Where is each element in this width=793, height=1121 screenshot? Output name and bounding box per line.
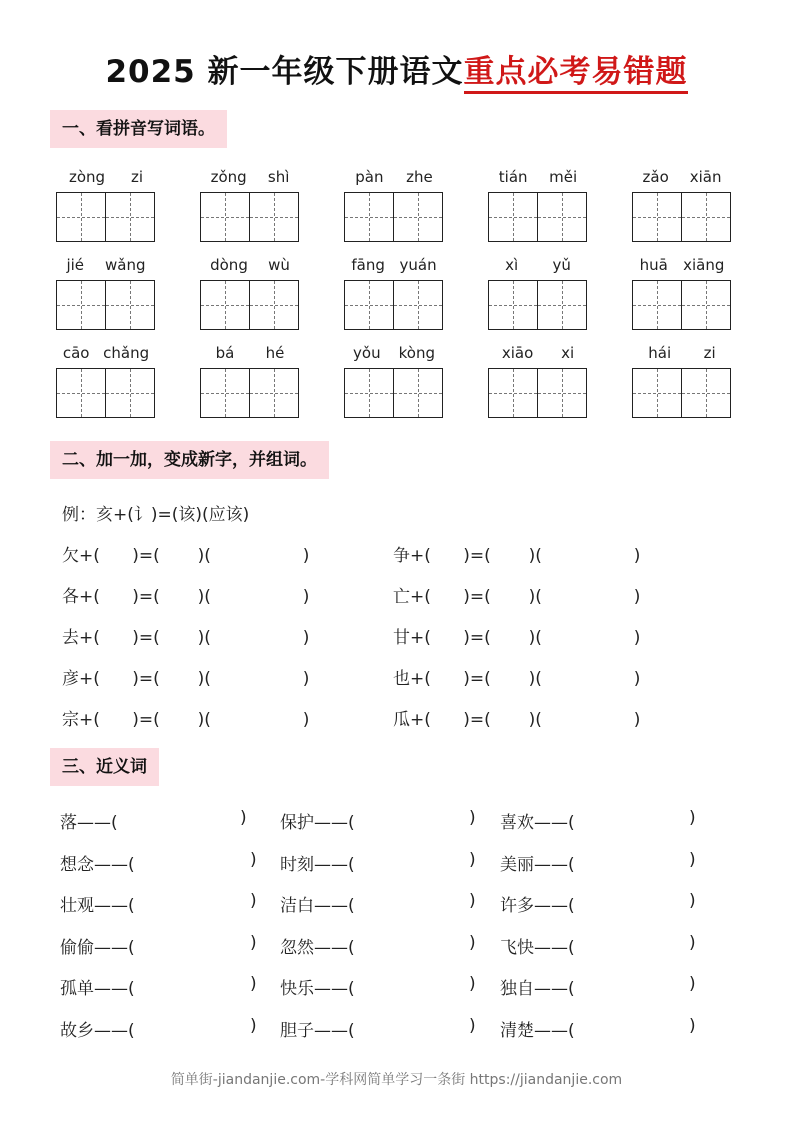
- pinyin-syllable: yǒu: [353, 344, 381, 362]
- add-exercise[interactable]: [393, 664, 640, 689]
- synonym-dash: ——(: [534, 937, 575, 958]
- writing-boxes: [488, 192, 588, 242]
- pinyin-syllable: pàn: [355, 168, 384, 186]
- synonym-word: 壮观: [60, 896, 94, 916]
- base-character: 去: [62, 628, 79, 648]
- synonym-word: 清楚: [500, 1020, 534, 1041]
- pinyin-label: [344, 256, 444, 280]
- synonym-item[interactable]: [500, 974, 575, 999]
- pinyin-cell: [344, 344, 444, 418]
- answer-blanks[interactable]: +( )=( )( ): [79, 710, 310, 730]
- tianzige-box[interactable]: [488, 192, 538, 242]
- example-line: 例：亥+(讠)=(该)(应该): [62, 505, 250, 525]
- add-exercise[interactable]: [393, 541, 640, 566]
- writing-boxes: [488, 368, 588, 418]
- tianzige-box[interactable]: [632, 192, 682, 242]
- synonym-row: [0, 1016, 793, 1058]
- writing-boxes: [344, 368, 444, 418]
- pinyin-syllable: bá: [215, 344, 235, 362]
- synonym-word: 洁白: [280, 896, 314, 916]
- synonym-close-paren: ): [469, 974, 476, 994]
- tianzige-box[interactable]: [538, 192, 587, 242]
- writing-boxes: [488, 280, 588, 330]
- pinyin-syllable: hái: [648, 344, 672, 362]
- synonym-word: 偷偷: [60, 937, 94, 958]
- add-exercise[interactable]: [62, 582, 309, 607]
- base-character: 宗: [62, 710, 79, 730]
- synonym-word: 喜欢: [500, 813, 534, 833]
- writing-boxes: [632, 368, 732, 418]
- pinyin-cell: [632, 168, 732, 242]
- pinyin-syllable: xiān: [689, 168, 722, 186]
- pinyin-label: [632, 344, 732, 368]
- synonym-word: 许多: [500, 896, 534, 916]
- synonym-dash: ——(: [94, 1020, 135, 1041]
- tianzige-box[interactable]: [394, 280, 443, 330]
- pinyin-cell: [200, 256, 300, 330]
- tianzige-box[interactable]: [538, 280, 587, 330]
- synonym-word: 孤单: [60, 979, 94, 999]
- synonym-close-paren: ): [689, 974, 696, 994]
- base-character: 彦: [62, 669, 79, 689]
- add-exercise[interactable]: [393, 623, 640, 648]
- synonym-item[interactable]: [500, 808, 575, 833]
- add-row: [0, 582, 793, 612]
- tianzige-box[interactable]: [632, 368, 682, 418]
- synonym-item[interactable]: [280, 974, 355, 999]
- pinyin-syllable: kòng: [398, 344, 435, 362]
- synonym-dash: ——(: [94, 896, 135, 916]
- synonym-item[interactable]: [500, 933, 575, 958]
- tianzige-box[interactable]: [250, 368, 299, 418]
- synonym-dash: ——(: [77, 813, 118, 833]
- pinyin-cell: [56, 344, 156, 418]
- pinyin-cell: [488, 344, 588, 418]
- synonym-item[interactable]: [500, 891, 575, 916]
- add-exercise[interactable]: [62, 664, 309, 689]
- add-exercise[interactable]: [393, 705, 640, 730]
- writing-boxes: [56, 280, 156, 330]
- tianzige-box[interactable]: [682, 368, 731, 418]
- pinyin-cell: [632, 344, 732, 418]
- synonym-dash: ——(: [314, 1020, 355, 1041]
- synonym-item[interactable]: [280, 1016, 355, 1041]
- title-main: 2025 新一年级下册语文: [105, 54, 464, 90]
- writing-boxes: [344, 280, 444, 330]
- pinyin-syllable: zǎo: [642, 168, 669, 186]
- pinyin-label: [200, 344, 300, 368]
- synonym-item[interactable]: [500, 1016, 575, 1041]
- tianzige-box[interactable]: [682, 280, 731, 330]
- synonym-close-paren: ): [689, 891, 696, 911]
- synonym-list: [0, 808, 793, 1057]
- pinyin-syllable: shì: [267, 168, 290, 186]
- tianzige-box[interactable]: [250, 192, 299, 242]
- pinyin-syllable: zhe: [406, 168, 433, 186]
- pinyin-syllable: hé: [265, 344, 285, 362]
- synonym-row: [0, 933, 793, 975]
- writing-boxes: [200, 368, 300, 418]
- synonym-item[interactable]: [280, 808, 355, 833]
- answer-blanks[interactable]: +( )=( )( ): [79, 546, 310, 566]
- synonym-word: 想念: [60, 854, 94, 875]
- page-title: [0, 46, 793, 91]
- answer-blanks[interactable]: +( )=( )( ): [79, 628, 310, 648]
- add-exercise[interactable]: [393, 582, 640, 607]
- answer-blanks[interactable]: +( )=( )( ): [79, 587, 310, 607]
- synonym-close-paren: ): [250, 932, 257, 953]
- synonym-close-paren: ): [689, 808, 696, 828]
- pinyin-label: [200, 256, 300, 280]
- pinyin-syllable: měi: [549, 168, 578, 186]
- add-row: [0, 541, 793, 571]
- synonym-close-paren: ): [250, 974, 257, 994]
- pinyin-cell: [344, 256, 444, 330]
- writing-boxes: [56, 368, 156, 418]
- pinyin-syllable: huā: [639, 256, 668, 274]
- synonym-item[interactable]: [280, 933, 355, 958]
- pinyin-label: [200, 168, 300, 192]
- synonym-dash: ——(: [94, 854, 135, 875]
- pinyin-syllable: yǔ: [552, 256, 571, 274]
- tianzige-box[interactable]: [106, 280, 155, 330]
- pinyin-syllable: wù: [268, 256, 290, 274]
- pinyin-syllable: zòng: [68, 168, 106, 186]
- synonym-dash: ——(: [94, 937, 135, 958]
- synonym-dash: ——(: [314, 813, 355, 833]
- synonym-close-paren: ): [689, 849, 696, 870]
- pinyin-syllable: tián: [498, 168, 528, 186]
- synonym-word: 胆子: [280, 1020, 314, 1041]
- pinyin-cell: [632, 256, 732, 330]
- tianzige-box[interactable]: [56, 280, 106, 330]
- pinyin-grid: [56, 168, 746, 418]
- writing-boxes: [632, 280, 732, 330]
- tianzige-box[interactable]: [488, 368, 538, 418]
- tianzige-box[interactable]: [56, 192, 106, 242]
- pinyin-label: [488, 168, 588, 192]
- synonym-dash: ——(: [534, 1020, 575, 1041]
- pinyin-cell: [200, 168, 300, 242]
- synonym-dash: ——(: [94, 979, 135, 999]
- synonym-item[interactable]: [60, 1016, 135, 1041]
- pinyin-label: [632, 168, 732, 192]
- tianzige-box[interactable]: [344, 368, 394, 418]
- add-exercise[interactable]: [62, 705, 309, 730]
- pinyin-cell: [488, 168, 588, 242]
- add-row: [0, 705, 793, 735]
- synonym-word: 美丽: [500, 854, 534, 875]
- synonym-dash: ——(: [314, 979, 355, 999]
- answer-blanks[interactable]: +( )=( )( ): [410, 669, 641, 689]
- tianzige-box[interactable]: [488, 280, 538, 330]
- tianzige-box[interactable]: [106, 192, 155, 242]
- answer-blanks[interactable]: +( )=( )( ): [410, 546, 641, 566]
- base-character: 瓜: [393, 710, 410, 730]
- base-character: 亡: [393, 587, 410, 607]
- tianzige-box[interactable]: [394, 368, 443, 418]
- synonym-item[interactable]: [60, 974, 135, 999]
- synonym-item[interactable]: [60, 933, 135, 958]
- pinyin-syllable: xì: [505, 256, 519, 274]
- synonym-word: 时刻: [280, 854, 314, 875]
- synonym-dash: ——(: [314, 896, 355, 916]
- synonym-close-paren: ): [689, 1015, 696, 1036]
- pinyin-syllable: cāo: [62, 344, 90, 362]
- synonym-item[interactable]: [500, 850, 575, 875]
- pinyin-syllable: dòng: [210, 256, 248, 274]
- pinyin-syllable: yuán: [399, 256, 437, 274]
- synonym-close-paren: ): [250, 849, 257, 870]
- pinyin-label: [632, 256, 732, 280]
- answer-blanks[interactable]: +( )=( )( ): [410, 710, 641, 730]
- tianzige-box[interactable]: [344, 280, 394, 330]
- base-character: 也: [393, 669, 410, 689]
- synonym-close-paren: ): [469, 932, 476, 953]
- synonym-close-paren: ): [469, 1015, 476, 1036]
- pinyin-cell: [488, 256, 588, 330]
- synonym-dash: ——(: [314, 854, 355, 875]
- pinyin-syllable: zi: [130, 168, 144, 186]
- pinyin-syllable: zǒng: [210, 168, 247, 186]
- footer-text: 简单街-jiandanjie.com-学科网简单学习一条街 https://jiandanjie.com: [170, 1072, 623, 1088]
- section1-heading: 一、看拼音写词语。: [50, 110, 227, 148]
- pinyin-label: [56, 168, 156, 192]
- pinyin-syllable: xi: [561, 344, 575, 362]
- synonym-item[interactable]: [60, 891, 135, 916]
- synonym-item[interactable]: [60, 850, 135, 875]
- pinyin-label: [56, 344, 156, 368]
- synonym-row: [0, 974, 793, 1016]
- tianzige-box[interactable]: [200, 368, 250, 418]
- writing-boxes: [56, 192, 156, 242]
- synonym-close-paren: ): [250, 1015, 257, 1036]
- add-row: [0, 623, 793, 653]
- base-character: 甘: [393, 628, 410, 648]
- tianzige-box[interactable]: [250, 280, 299, 330]
- tianzige-box[interactable]: [200, 192, 250, 242]
- synonym-word: 快乐: [280, 979, 314, 999]
- tianzige-box[interactable]: [632, 280, 682, 330]
- tianzige-box[interactable]: [344, 192, 394, 242]
- synonym-item[interactable]: [280, 850, 355, 875]
- answer-blanks[interactable]: +( )=( )( ): [410, 587, 641, 607]
- synonym-item[interactable]: [280, 891, 355, 916]
- synonym-dash: ——(: [534, 896, 575, 916]
- tianzige-box[interactable]: [106, 368, 155, 418]
- synonym-dash: ——(: [534, 979, 575, 999]
- pinyin-cell: [56, 256, 156, 330]
- synonym-word: 落: [60, 813, 77, 833]
- synonym-word: 故乡: [60, 1020, 94, 1041]
- synonym-close-paren: ): [689, 932, 696, 953]
- synonym-row: [0, 808, 793, 850]
- answer-blanks[interactable]: +( )=( )( ): [79, 669, 310, 689]
- synonym-row: [0, 850, 793, 892]
- add-row: [0, 664, 793, 694]
- writing-boxes: [200, 280, 300, 330]
- synonym-dash: ——(: [534, 813, 575, 833]
- synonym-dash: ——(: [534, 854, 575, 875]
- pinyin-label: [488, 344, 588, 368]
- pinyin-syllable: fāng: [351, 256, 385, 274]
- tianzige-box[interactable]: [394, 192, 443, 242]
- synonym-word: 忽然: [280, 937, 314, 958]
- base-character: 欠: [62, 546, 79, 566]
- tianzige-box[interactable]: [538, 368, 587, 418]
- pinyin-syllable: jié: [66, 256, 85, 274]
- title-highlight: 重点必考易错题: [464, 54, 688, 94]
- pinyin-syllable: xiāng: [683, 256, 725, 274]
- base-character: 争: [393, 546, 410, 566]
- base-character: 各: [62, 587, 79, 607]
- synonym-row: [0, 891, 793, 933]
- synonym-close-paren: ): [469, 849, 476, 870]
- writing-boxes: [344, 192, 444, 242]
- section3-heading: 三、近义词: [50, 748, 159, 786]
- synonym-word: 飞快: [500, 937, 534, 958]
- synonym-item[interactable]: [60, 808, 118, 833]
- synonym-close-paren: ): [469, 891, 476, 911]
- pinyin-syllable: zi: [703, 344, 716, 362]
- tianzige-box[interactable]: [56, 368, 106, 418]
- synonym-dash: ——(: [314, 937, 355, 958]
- synonym-close-paren: ): [250, 891, 257, 911]
- tianzige-box[interactable]: [200, 280, 250, 330]
- add-exercise[interactable]: [62, 541, 309, 566]
- pinyin-label: [344, 168, 444, 192]
- pinyin-cell: [344, 168, 444, 242]
- pinyin-label: [488, 256, 588, 280]
- writing-boxes: [200, 192, 300, 242]
- pinyin-syllable: wǎng: [105, 256, 146, 274]
- pinyin-syllable: xiāo: [501, 344, 534, 362]
- answer-blanks[interactable]: +( )=( )( ): [410, 628, 641, 648]
- synonym-word: 保护: [280, 813, 314, 833]
- pinyin-cell: [56, 168, 156, 242]
- synonym-close-paren: ): [469, 808, 476, 828]
- section2-heading: 二、加一加，变成新字，并组词。: [50, 441, 329, 479]
- pinyin-label: [56, 256, 156, 280]
- pinyin-label: [344, 344, 444, 368]
- writing-boxes: [632, 192, 732, 242]
- synonym-close-paren: ): [240, 808, 247, 828]
- tianzige-box[interactable]: [682, 192, 731, 242]
- synonym-word: 独自: [500, 979, 534, 999]
- pinyin-cell: [200, 344, 300, 418]
- add-exercise[interactable]: [62, 623, 309, 648]
- pinyin-syllable: chǎng: [103, 344, 150, 362]
